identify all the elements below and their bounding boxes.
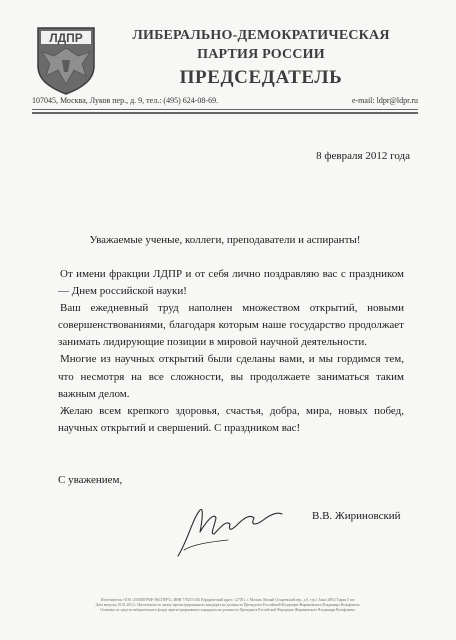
header-divider-thick xyxy=(32,112,418,114)
org-name-line1: ЛИБЕРАЛЬНО-ДЕМОКРАТИЧЕСКАЯ xyxy=(132,28,390,43)
svg-text:ЛДПР: ЛДПР xyxy=(49,31,83,45)
organization-header xyxy=(98,26,424,91)
print-imprint xyxy=(40,598,416,613)
letter-date: 8 февраля 2012 года xyxy=(316,150,410,162)
paragraph: Ваш ежедневный труд наполнен множеством открытий, новыми совершенствованиями, благодаря которым наше государство продолжает занимать лидирующие позиции в мировой научной деятельности. xyxy=(58,302,404,349)
imprint-line: Оплачено из средств избирательного фонда зарегистрированного кандидата на должность Президента Российской Федерации Жириновского Владимира Вольфовича. xyxy=(100,608,356,612)
salutation: Уважаемые ученые, коллеги, преподаватели и аспиранты! xyxy=(89,234,361,246)
org-name-line2: ПАРТИЯ РОССИИ xyxy=(197,47,325,62)
handwritten-signature xyxy=(170,500,288,562)
signer-name: В.В. Жириновский xyxy=(312,510,401,522)
imprint-line: Изготовитель: ООО «ПОЛИГРАФ-ЭКСПЕРТ», ИНН 7702351361 Юридический адрес: 127051, г. Москва, Малый Сухаревский пер., д.9, стр.1 Заказ 280/2 Тираж 5 шт. xyxy=(100,598,356,602)
org-title: ПРЕДСЕДАТЕЛЬ xyxy=(179,67,343,88)
imprint-line: Дата выпуска 19.01.2012 г. Изготовлено по заказу зарегистрированного кандидата на должность Президента Российской Федерации Жириновского Владимира Вольфовича. xyxy=(95,603,361,607)
paragraph: От имени фракции ЛДПР и от себя лично поздравляю вас с праздником — Днем российской науки! xyxy=(58,268,404,298)
contact-line xyxy=(32,96,418,105)
letter-body xyxy=(58,266,404,437)
paragraph: Многие из научных открытий были сделаны вами, и мы гордимся тем, что несмотря на все сложности, вы продолжаете заниматься таким важным делом. xyxy=(58,353,404,400)
paragraph: Желаю всем крепкого здоровья, счастья, добра, мира, новых побед, научных открытий и свершений. С праздником вас! xyxy=(58,404,404,434)
email-text: e-mail: ldpr@ldpr.ru xyxy=(351,96,418,105)
closing-phrase: С уважением, xyxy=(58,474,123,486)
ldpr-logo xyxy=(32,22,100,96)
header-divider xyxy=(32,109,418,110)
address-text: 107045, Москва, Луков пер., д. 9, тел.: (495) 624-08-69. xyxy=(32,96,219,105)
